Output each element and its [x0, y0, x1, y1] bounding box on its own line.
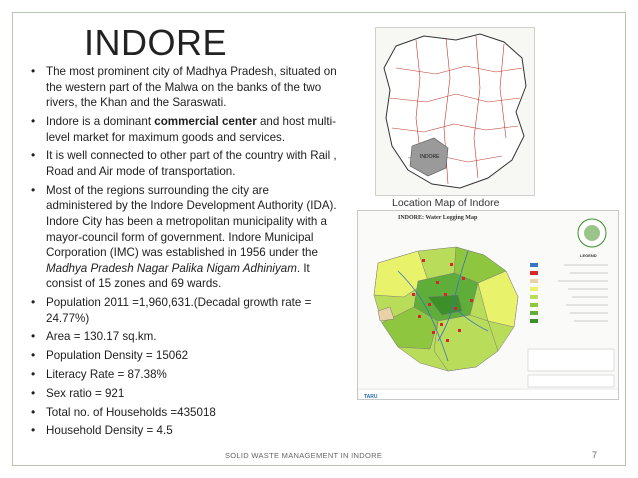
bullet-item	[28, 348, 338, 364]
bullet-text: Area = 130.17 sq.km.	[46, 330, 157, 344]
map-footer-strip	[358, 389, 619, 400]
bullet-text: The most prominent city of Madhya Pradesh, situated on the western part of the Malwa on the banks of the two rivers, the Khan and the Saraswati.	[46, 65, 337, 110]
water-logging-map	[357, 210, 619, 400]
bullet-item	[28, 423, 338, 439]
legend-swatches	[530, 263, 538, 323]
bullet-emphasis: Madhya Pradesh Nagar Palika Nigam Adhiniyam	[46, 261, 297, 275]
bullet-text: and host multi-level market for maximum goods and services.	[46, 114, 337, 144]
location-map	[375, 27, 535, 196]
bullet-text: It is well connected to other part of the country with Rail , Road and Air mode of transportation.	[46, 149, 337, 178]
water-map-image	[358, 211, 619, 400]
bullet-item	[28, 367, 338, 383]
bullet-item	[28, 64, 338, 111]
bullet-text: Population Density = 15062	[46, 349, 189, 363]
bullet-item	[28, 329, 338, 345]
slide-title: INDORE	[84, 22, 228, 63]
bullet-emphasis: commercial center	[154, 114, 257, 128]
municipal-logo-inner	[584, 225, 600, 241]
bullet-list	[28, 64, 338, 442]
page-number: 7	[592, 450, 598, 460]
bullet-text: . It consist of 15 zones and 69 wards.	[46, 261, 310, 291]
taru-logo: TARU	[364, 394, 378, 400]
bullet-item	[28, 183, 338, 292]
map-number-box	[528, 375, 614, 387]
bullet-item	[28, 148, 338, 179]
bullet-text: Population 2011 =1,960,631.(Decadal growth rate = 24.77%)	[46, 296, 312, 325]
water-map-title: INDORE: Water Logging Map	[398, 215, 478, 221]
legend-title: LEGEND	[580, 253, 597, 258]
bullet-text: Indore is a dominant	[46, 114, 155, 128]
bullet-text: Total no. of Households =435018	[46, 405, 216, 419]
map-info-box	[528, 349, 614, 371]
bullet-item	[28, 295, 338, 326]
bullet-text: Household Density = 4.5	[46, 424, 173, 438]
location-map-label: INDORE	[420, 154, 440, 160]
location-map-caption: Location Map of Indore	[392, 197, 500, 209]
bullet-item	[28, 386, 338, 402]
bullet-text: Most of the regions surrounding the city are administered by the Indore Development Authority (IDA). Indore City has been a metropolitan municipality with a mayor-council form of government. Indore Municipal Corporation (IMC) was established in 1956 under the	[46, 183, 337, 260]
bullet-text: Sex ratio = 921	[46, 386, 125, 400]
legend-text-lines	[558, 265, 608, 321]
ward-zones	[374, 247, 518, 371]
bullet-item	[28, 405, 338, 421]
location-map-image	[376, 28, 535, 196]
state-outline	[384, 34, 526, 188]
bullet-item	[28, 114, 338, 145]
slide-footer: SOLID WASTE MANAGEMENT IN INDORE	[225, 451, 383, 460]
bullet-text: Literacy Rate = 87.38%	[46, 368, 167, 381]
